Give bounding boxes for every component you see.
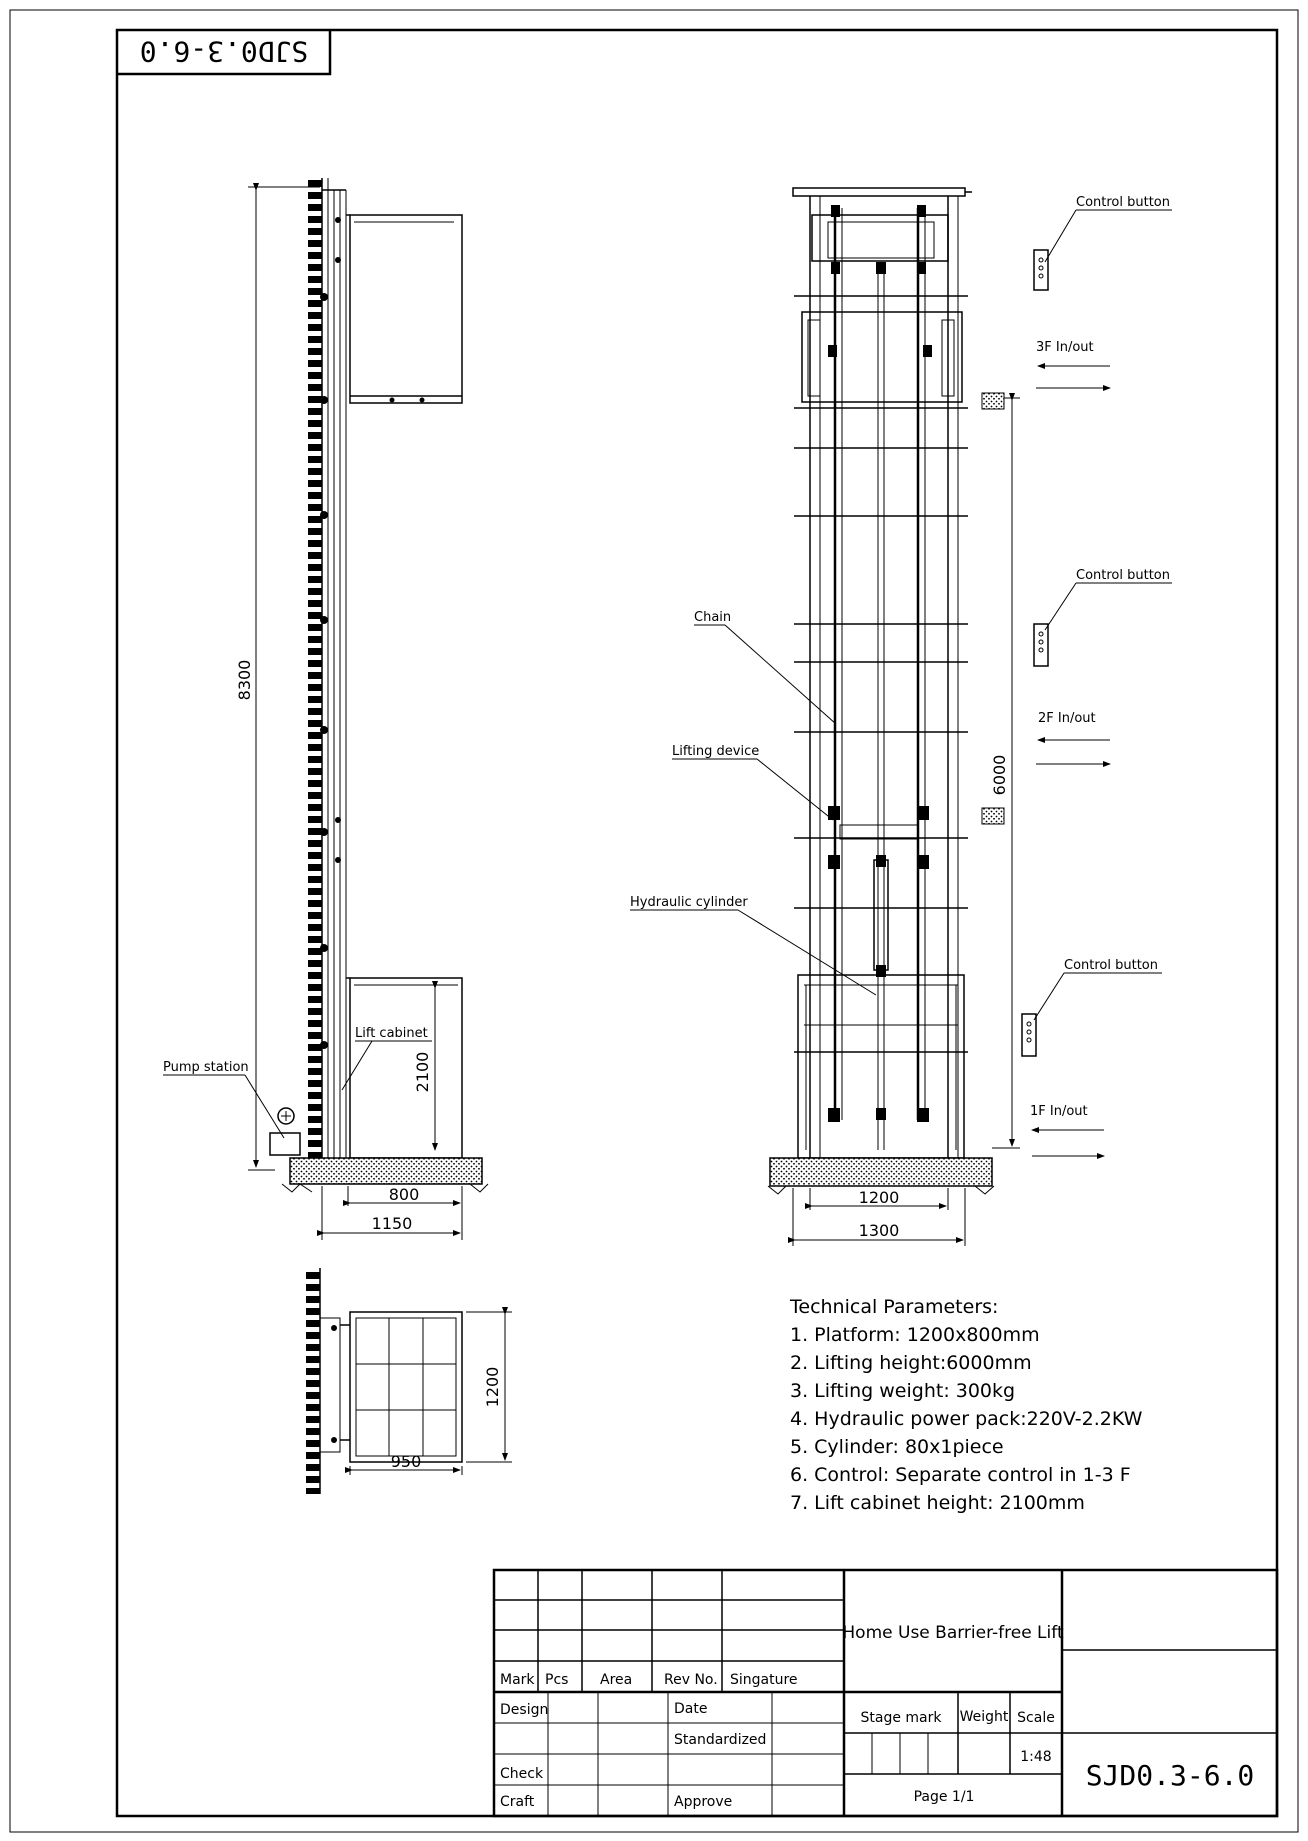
outer-border xyxy=(10,10,1298,1832)
dim-front-total-width: 1300 xyxy=(858,1221,900,1240)
tb-standardized: Standardized xyxy=(674,1732,767,1748)
label-hydraulic-cylinder: Hydraulic cylinder xyxy=(630,895,748,910)
tech-params-title: Technical Parameters: xyxy=(790,1296,999,1318)
side-lift-cabinet xyxy=(350,978,462,1158)
label-control-button-3f: Control button xyxy=(1076,195,1171,210)
tb-rev-no: Rev No. xyxy=(664,1672,718,1688)
tech-param-item: 1. Platform: 1200x800mm xyxy=(790,1324,1040,1346)
side-elevation-view xyxy=(163,178,488,1240)
tech-param-item: 7. Lift cabinet height: 2100mm xyxy=(790,1492,1085,1514)
tb-pcs: Pcs xyxy=(545,1672,569,1688)
label-control-button-2f: Control button xyxy=(1076,568,1171,583)
dim-lift-height: 6000 xyxy=(990,754,1009,796)
tb-area: Area xyxy=(600,1672,633,1688)
front-ground-slab xyxy=(770,1158,992,1186)
tb-date: Date xyxy=(674,1701,708,1717)
dim-front-platform-width: 1200 xyxy=(858,1188,900,1207)
front-elevation-view xyxy=(630,188,994,1246)
tb-scale-value: 1:48 xyxy=(1020,1749,1052,1765)
drawing-frame xyxy=(117,30,1277,1816)
tb-drawing-number: SJD0.3-6.0 xyxy=(1085,1759,1255,1792)
dim-plan-width: 950 xyxy=(390,1452,422,1471)
tb-page: Page 1/1 xyxy=(913,1789,975,1805)
front-upper-cabinet xyxy=(802,312,962,402)
floor-marker-2f xyxy=(982,808,1004,824)
floor-marker-3f xyxy=(982,393,1004,409)
dim-side-total-width: 1150 xyxy=(371,1214,413,1233)
pump-station xyxy=(270,1133,300,1155)
plan-platform xyxy=(350,1312,462,1462)
tech-param-item: 6. Control: Separate control in 1-3 F xyxy=(790,1464,1131,1486)
tb-scale: Scale xyxy=(1017,1710,1055,1726)
tech-param-item: 3. Lifting weight: 300kg xyxy=(790,1380,1016,1402)
label-floor-1f: 1F In/out xyxy=(1030,1104,1088,1119)
label-lift-cabinet: Lift cabinet xyxy=(355,1026,428,1041)
title-block xyxy=(494,1570,1277,1816)
tb-project-title: Home Use Barrier-free Lift xyxy=(842,1623,1064,1643)
front-lift-cabinet xyxy=(798,975,964,1158)
tb-approve: Approve xyxy=(674,1794,733,1810)
side-ground-slab xyxy=(290,1158,482,1184)
drawing-code-box xyxy=(117,30,330,74)
label-pump-station: Pump station xyxy=(163,1060,249,1075)
control-button-panel-1f xyxy=(1022,1014,1036,1056)
label-control-button-1f: Control button xyxy=(1064,958,1159,973)
tb-stage-mark: Stage mark xyxy=(860,1710,942,1726)
tb-signature: Singature xyxy=(730,1672,798,1688)
side-upper-cabinet xyxy=(350,215,462,403)
control-button-panel-2f xyxy=(1034,624,1048,666)
tech-param-item: 5. Cylinder: 80x1piece xyxy=(790,1436,1004,1458)
label-chain: Chain xyxy=(694,610,732,625)
label-floor-3f: 3F In/out xyxy=(1036,340,1094,355)
tb-design: Design xyxy=(500,1702,549,1718)
drawing-code-mirrored: SJD0.3-6.0 xyxy=(139,35,309,68)
tb-craft: Craft xyxy=(500,1794,535,1810)
dim-side-total-height: 8300 xyxy=(235,659,254,701)
tb-check: Check xyxy=(500,1766,544,1782)
tech-param-item: 4. Hydraulic power pack:220V-2.2KW xyxy=(790,1408,1143,1430)
dim-plan-depth: 1200 xyxy=(483,1366,502,1408)
label-floor-2f: 2F In/out xyxy=(1038,711,1096,726)
dim-side-platform-width: 800 xyxy=(388,1185,420,1204)
tech-param-item: 2. Lifting height:6000mm xyxy=(790,1352,1032,1374)
technical-parameters xyxy=(789,1296,1143,1514)
tb-weight: Weight xyxy=(959,1709,1009,1725)
tb-mark: Mark xyxy=(500,1672,535,1688)
floor-access-annotations xyxy=(982,195,1172,1156)
label-lifting-device: Lifting device xyxy=(672,744,760,759)
dim-cabinet-height: 2100 xyxy=(413,1051,432,1093)
mast-rack xyxy=(308,178,322,1170)
plan-view xyxy=(306,1268,512,1494)
